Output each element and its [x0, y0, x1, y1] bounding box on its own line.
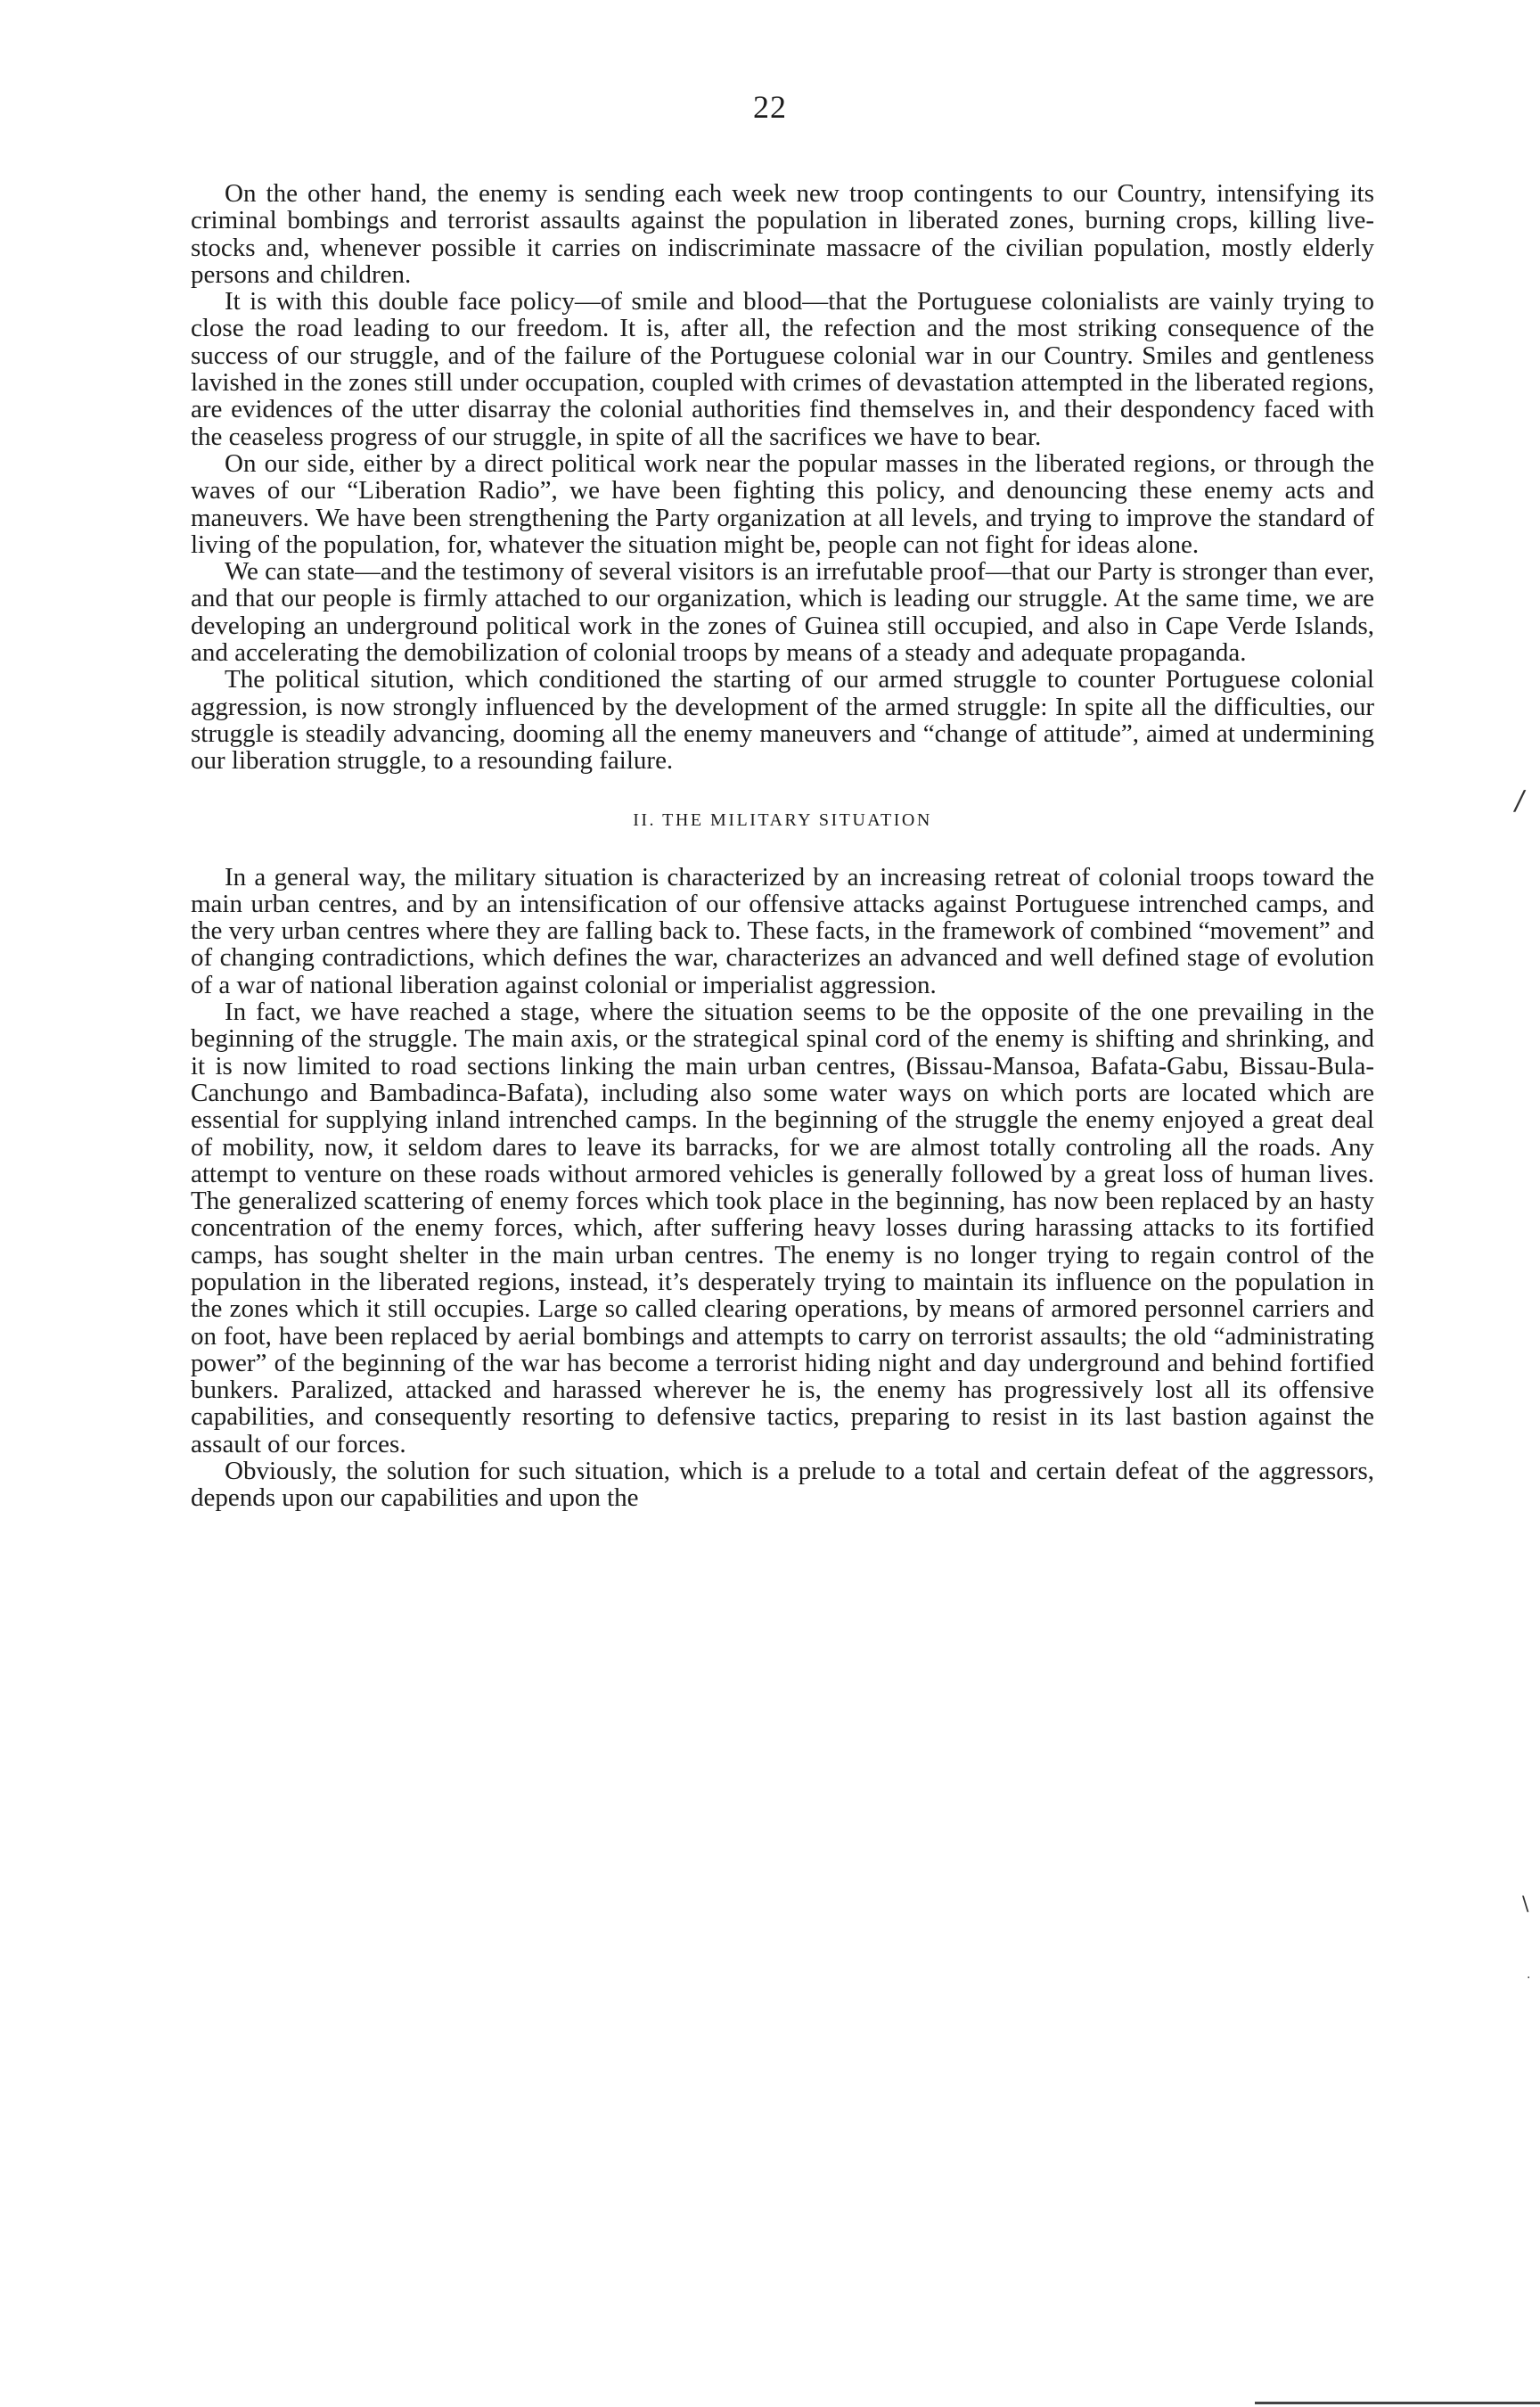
margin-pen-mark: / [1512, 785, 1528, 817]
paragraph: It is with this double face policy—of smile and blood—that the Portuguese colonialists are vainly trying to close the road leading to our freedom. It is, after all, the refection and the most striking consequence of the success of our struggle, and of the failure of the Portuguese colonial war in our Country. Smiles and gentleness lavished in the zones still under occupation, coupled with crimes of devastation attempted in the liberated regions, are evidences of the utter disarray the colonial authorities find themselves in, and their despondency faced with the ceaseless progress of our struggle, in spite of all the sacrifices we have to bear. [191, 287, 1374, 451]
paragraph: On our side, either by a direct political work near the popular masses in the liberated regions, or through the waves of our “Liberation Radio”, we have been fighting this policy, and denouncing these enemy acts and maneuvers. We have been strengthening the Party organization at all levels, and trying to improve the standard of living of the population, for, whatever the situation might be, people can not fight for ideas alone. [191, 448, 1374, 559]
bottom-edge-rule [1255, 2402, 1540, 2404]
paragraph: On the other hand, the enemy is sending each week new troop contingents to our Country, intensifying its criminal bombings and terrorist assaults against the population in liberated zones, burning crops, killing live-stocks and, whenever possible it carries on indiscriminate massacre of the civilian population, mostly elderly persons and children. [191, 179, 1374, 289]
paragraph: The political sitution, which conditioned the starting of our armed struggle to counter Portuguese colonial aggression, is now strongly influenced by the development of the armed struggle: In spite all the difficulties, our struggle is steadily advancing, dooming all the enemy maneuvers and “change of attitude”, aimed at undermining our liberation struggle, to a resounding failure. [191, 665, 1374, 776]
text-column [191, 180, 1374, 1512]
page-number: 22 [753, 89, 787, 125]
margin-pen-mark: \ [1522, 1894, 1529, 1916]
paragraph: In fact, we have reached a stage, where the situation seems to be the opposite of the one prevailing in the beginning of the struggle. The main axis, or the strategical spinal cord of the enemy is shifting and shrinking, and it is now limited to road sections linking the main urban centres, (Bissau-Mansoa, Bafata-Gabu, Bissau-Bula-Canchungo and Bambadinca-Bafata), including also some water ways on which ports are located which are essential for supplying inland intrenched camps. In the beginning of the struggle the enemy enjoyed a great deal of mobility, now, it seldom dares to leave its barracks, for we are almost totally controling all the roads. Any attempt to venture on these roads without armored vehicles is generally followed by a great loss of human lives. The generalized scattering of enemy forces which took place in the beginning, has now been replaced by an hasty concentration of the enemy forces, which, after suffering heavy losses during harassing attacks to its fortified camps, has sought shelter in the main urban centres. The enemy is no longer trying to regain control of the population in the liberated regions, instead, it’s desperately trying to maintain its influence on the population in the zones which it still occupies. Large so called clearing operations, by means of armored personnel carriers and on foot, have been replaced by aerial bombings and attempts to carry on terrorist assaults; the old “administrating power” of the beginning of the war has become a terrorist hiding night and day underground and behind fortified bunkers. Paralized, attacked and harassed wherever he is, the enemy has progressively lost all its offensive capabilities, and consequently resorting to defensive tactics, preparing to resist in its last bastion against the assault of our forces. [191, 998, 1374, 1458]
paragraph: In a general way, the military situation is characterized by an increasing retreat of colonial troops toward the main urban centres, and by an intensification of our offensive attacks against Portuguese intrenched camps, and the very urban centres where they are falling back to. These facts, in the framework of combined “movement” and of changing contradictions, which defines the war, characterizes an advanced and well defined stage of evolution of a war of national liberation against colonial or imperialist aggression. [191, 862, 1374, 999]
paragraph: Obviously, the solution for such situation, which is a prelude to a total and certain defeat of the aggressors, depends upon our capabilities and upon the [191, 1457, 1374, 1513]
section-heading: II. THE MILITARY SITUATION [633, 809, 932, 830]
paragraph: We can state—and the testimony of several visitors is an irrefutable proof—that our Party is stronger than ever, and that our people is firmly attached to our organization, which is leading our struggle. At the same time, we are developing an underground political work in the zones of Guinea still occupied, and also in Cape Verde Islands, and accelerating the demobilization of colonial troops by means of a steady and adequate propaganda. [191, 557, 1374, 668]
margin-dot-mark: · [1527, 1971, 1531, 1985]
